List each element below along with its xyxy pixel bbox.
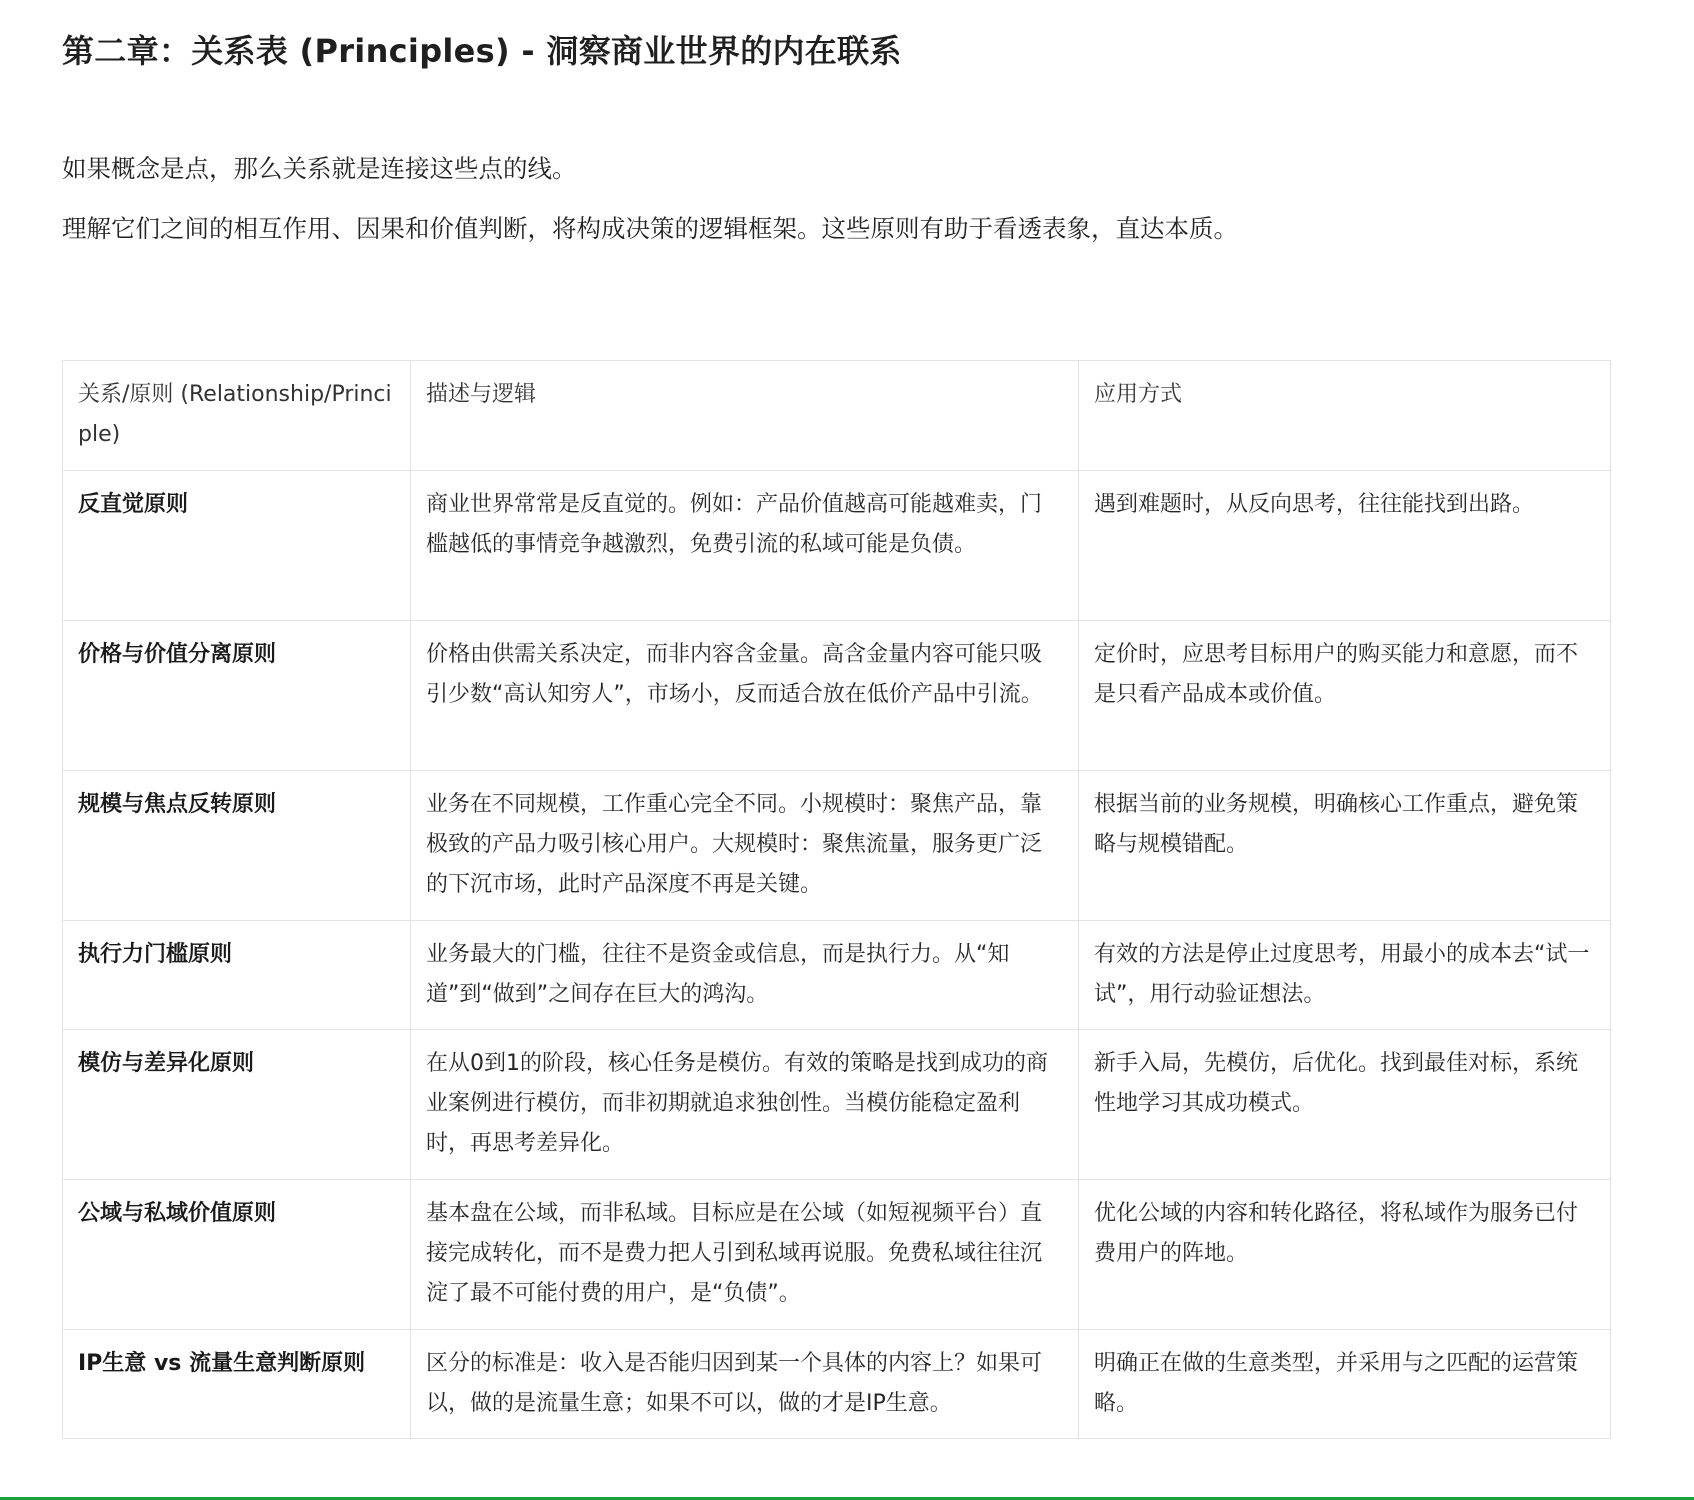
principle-description: 价格由供需关系决定，而非内容含金量。高含金量内容可能只吸引少数“高认知穷人”，市场小，反而适合放在低价产品中引流。	[411, 621, 1079, 771]
principle-application: 新手入局，先模仿，后优化。找到最佳对标，系统性地学习其成功模式。	[1079, 1030, 1611, 1180]
table-row	[63, 471, 1611, 621]
header-principle: 关系/原则 (Relationship/Principle)	[63, 361, 411, 471]
principle-application: 优化公域的内容和转化路径，将私域作为服务已付费用户的阵地。	[1079, 1180, 1611, 1330]
principle-application: 根据当前的业务规模，明确核心工作重点，避免策略与规模错配。	[1079, 771, 1611, 921]
principle-name: 价格与价值分离原则	[63, 621, 411, 771]
principle-application: 明确正在做的生意类型，并采用与之匹配的运营策略。	[1079, 1330, 1611, 1439]
principle-description: 在从0到1的阶段，核心任务是模仿。有效的策略是找到成功的商业案例进行模仿，而非初期就追求独创性。当模仿能稳定盈利时，再思考差异化。	[411, 1030, 1079, 1180]
principle-name: 模仿与差异化原则	[63, 1030, 411, 1180]
table-row	[63, 621, 1611, 771]
principle-application: 遇到难题时，从反向思考，往往能找到出路。	[1079, 471, 1611, 621]
principle-name: 规模与焦点反转原则	[63, 771, 411, 921]
header-application: 应用方式	[1079, 361, 1611, 471]
principle-application: 有效的方法是停止过度思考，用最小的成本去“试一试”，用行动验证想法。	[1079, 921, 1611, 1030]
intro-paragraph-2: 理解它们之间的相互作用、因果和价值判断，将构成决策的逻辑框架。这些原则有助于看透表象，直达本质。	[62, 214, 1238, 243]
principle-name: 反直觉原则	[63, 471, 411, 621]
intro-paragraph-1: 如果概念是点，那么关系就是连接这些点的线。	[62, 154, 577, 183]
chapter-title: 第二章：关系表 (Principles) - 洞察商业世界的内在联系	[62, 32, 902, 70]
principle-application: 定价时，应思考目标用户的购买能力和意愿，而不是只看产品成本或价值。	[1079, 621, 1611, 771]
principle-name: 执行力门槛原则	[63, 921, 411, 1030]
table-row	[63, 921, 1611, 1030]
principle-description: 商业世界常常是反直觉的。例如：产品价值越高可能越难卖，门槛越低的事情竞争越激烈，免费引流的私域可能是负债。	[411, 471, 1079, 621]
table-row	[63, 1330, 1611, 1439]
principle-name: 公域与私域价值原则	[63, 1180, 411, 1330]
principle-name: IP生意 vs 流量生意判断原则	[63, 1330, 411, 1439]
principle-description: 基本盘在公域，而非私域。目标应是在公域（如短视频平台）直接完成转化，而不是费力把人引到私域再说服。免费私域往往沉淀了最不可能付费的用户，是“负债”。	[411, 1180, 1079, 1330]
principle-description: 区分的标准是：收入是否能归因到某一个具体的内容上？如果可以，做的是流量生意；如果不可以，做的才是IP生意。	[411, 1330, 1079, 1439]
table-row	[63, 1180, 1611, 1330]
table-row	[63, 771, 1611, 921]
table-header-row	[63, 361, 1611, 471]
principle-description: 业务最大的门槛，往往不是资金或信息，而是执行力。从“知道”到“做到”之间存在巨大的鸿沟。	[411, 921, 1079, 1030]
principles-table	[62, 360, 1611, 1439]
principle-description: 业务在不同规模，工作重心完全不同。小规模时：聚焦产品，靠极致的产品力吸引核心用户。大规模时：聚焦流量，服务更广泛的下沉市场，此时产品深度不再是关键。	[411, 771, 1079, 921]
table-row	[63, 1030, 1611, 1180]
header-description: 描述与逻辑	[411, 361, 1079, 471]
